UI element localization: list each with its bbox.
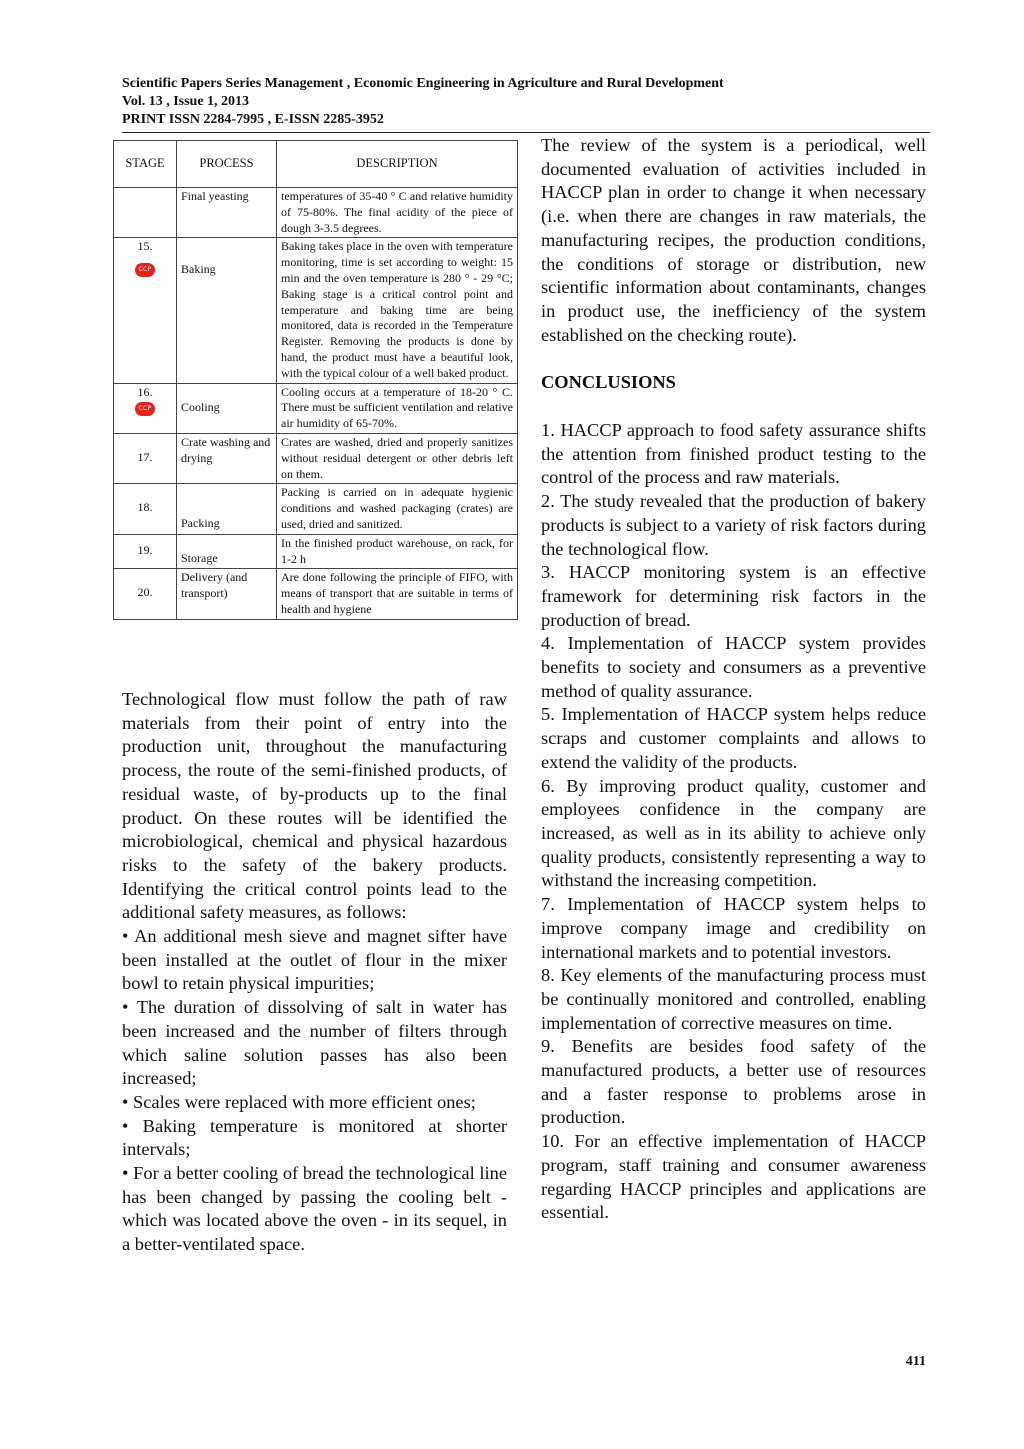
journal-title: Scientific Papers Series Management , Economic Engineering in Agriculture and Rural Development — [122, 76, 724, 91]
list-item: • Baking temperature is monitored at shorter intervals; — [122, 1115, 507, 1160]
table-header-row — [114, 141, 518, 188]
ccp-stop-sign-icon: CCP — [135, 263, 155, 277]
left-column — [122, 688, 507, 1257]
list-item: 4. Implementation of HACCP system provides benefits to society and consumers as a preventive method of quality assurance. — [541, 633, 926, 701]
ccp-stop-sign-icon: CCP — [135, 402, 155, 416]
process-label: Cooling — [181, 399, 220, 414]
stage-cell — [114, 433, 177, 483]
list-item: 6. By improving product quality, customer and employees confidence in the company are increased, as well as in its ability to achieve only quality products, consistently representing a way to withstand the increasing competition. — [541, 775, 926, 891]
table-row — [114, 383, 518, 433]
list-item: • The duration of dissolving of salt in water has been increased and the number of filters through which saline solution passes has also been increased; — [122, 997, 507, 1089]
process-cell — [177, 383, 277, 433]
right-column — [541, 134, 926, 1225]
description-cell: Crates are washed, dried and properly sanitizes without residual detergent or other debris left on them. — [277, 433, 518, 483]
table-row — [114, 238, 518, 383]
list-item: 3. HACCP monitoring system is an effective framework for determining risk factors in the production of bread. — [541, 562, 926, 630]
process-table — [113, 140, 518, 620]
list-item: • An additional mesh sieve and magnet sifter have been installed at the outlet of flour in the mixer bowl to retain physical impurities; — [122, 926, 507, 994]
header-description: DESCRIPTION — [277, 141, 518, 188]
process-cell — [177, 238, 277, 383]
technological-flow-paragraph: Technological flow must follow the path of raw materials from their point of entry into the production unit, throughout the manufacturing process, the route of the semi-finished products, of residual waste, of by-products up to the final product. On these routes will be identified the microbiological, chemical and physical hazardous risks to the safety of the bakery products. Identifying the critical control points lead to the additional safety measures, as follows: — [122, 689, 507, 923]
table-row — [114, 433, 518, 483]
stage-cell — [114, 484, 177, 534]
list-item: 10. For an effective implementation of HACCP program, staff training and consumer awareness regarding HACCP principles and applications are essential. — [541, 1131, 926, 1223]
description-cell: Are done following the principle of FIFO, with means of transport that are suitable in terms of health and hygiene — [277, 569, 518, 619]
header-process: PROCESS — [177, 141, 277, 188]
description-cell: Baking takes place in the oven with temperature monitoring, time is set according to weight: 15 min and the oven temperature is 280 ° - 29 °C; Baking stage is a critical control point and temperature and baking time are being monitored, data is recorded in the Temperature Register. Removing the products is done by hand, the product must have a beautiful look, with the typical colour of a well baked product. — [277, 238, 518, 383]
table-row — [114, 484, 518, 534]
process-cell: Crate washing and drying — [177, 433, 277, 483]
process-cell: Delivery (and transport) — [177, 569, 277, 619]
list-item: 7. Implementation of HACCP system helps to improve company image and credibility on international markets and to potential investors. — [541, 894, 926, 962]
list-item: 2. The study revealed that the production of bakery products is subject to a variety of risk factors during the technological flow. — [541, 491, 926, 559]
list-item: • For a better cooling of bread the technological line has been changed by passing the cooling belt - which was located above the oven - in its sequel, in a better-ventilated space. — [122, 1163, 507, 1255]
header-stage: STAGE — [114, 141, 177, 188]
process-label: Storage — [181, 550, 218, 565]
list-item: 1. HACCP approach to food safety assurance shifts the attention from finished product testing to the control of the process and raw materials. — [541, 420, 926, 488]
review-paragraph: The review of the system is a periodical, well documented evaluation of activities included in HACCP plan in order to change it when necessary (i.e. when there are changes in raw materials, the manufacturing recipes, the production conditions, the conditions of storage or distribution, new scientific information about contaminants, changes in product use, the inefficiency of the system established on the checking route). — [541, 135, 926, 345]
process-cell: Final yeasting — [177, 188, 277, 238]
process-table-wrapper — [113, 140, 517, 620]
description-cell: In the finished product warehouse, on rack, for 1-2 h — [277, 534, 518, 569]
journal-header — [122, 75, 930, 129]
stage-cell — [114, 569, 177, 619]
stage-number: 18. — [137, 500, 153, 515]
list-item: • Scales were replaced with more efficient ones; — [122, 1091, 476, 1112]
list-item: 9. Benefits are besides food safety of the manufactured products, a better use of resources and a faster response to problems arose in production. — [541, 1036, 926, 1128]
description-cell: temperatures of 35-40 ° C and relative humidity of 75-80%. The final acidity of the piece of dough 3-3.5 degrees. — [277, 188, 518, 238]
table-row — [114, 534, 518, 569]
stage-number: 16. — [137, 384, 153, 399]
page-number: 411 — [905, 1354, 926, 1369]
stage-number: 15. — [137, 239, 153, 254]
stage-cell — [114, 188, 177, 238]
journal-issn: PRINT ISSN 2284-7995 , E-ISSN 2285-3952 — [122, 112, 384, 127]
description-cell: Cooling occurs at a temperature of 18-20 ° C. There must be sufficient ventilation and relative air humidity of 65-70%. — [277, 383, 518, 433]
list-item: 8. Key elements of the manufacturing process must be continually monitored and controlled, enabling implementation of corrective measures on time. — [541, 965, 926, 1033]
stage-number: 19. — [137, 542, 153, 557]
journal-volume: Vol. 13 , Issue 1, 2013 — [122, 94, 250, 109]
header-divider — [122, 132, 930, 133]
stage-cell — [114, 238, 177, 383]
conclusions-heading: CONCLUSIONS — [541, 372, 676, 393]
table-row — [114, 188, 518, 238]
description-cell: Packing is carried on in adequate hygienic conditions and washed packaging (crates) are used, dried and sanitized. — [277, 484, 518, 534]
process-cell — [177, 484, 277, 534]
stage-number: 17. — [137, 449, 153, 464]
stage-cell — [114, 383, 177, 433]
process-cell — [177, 534, 277, 569]
list-item: 5. Implementation of HACCP system helps reduce scraps and customer complaints and allows to extend the validity of the products. — [541, 704, 926, 772]
stage-cell — [114, 534, 177, 569]
table-row — [114, 569, 518, 619]
process-label: Packing — [181, 516, 220, 531]
stage-number: 20. — [137, 585, 153, 600]
process-label: Baking — [181, 262, 216, 277]
